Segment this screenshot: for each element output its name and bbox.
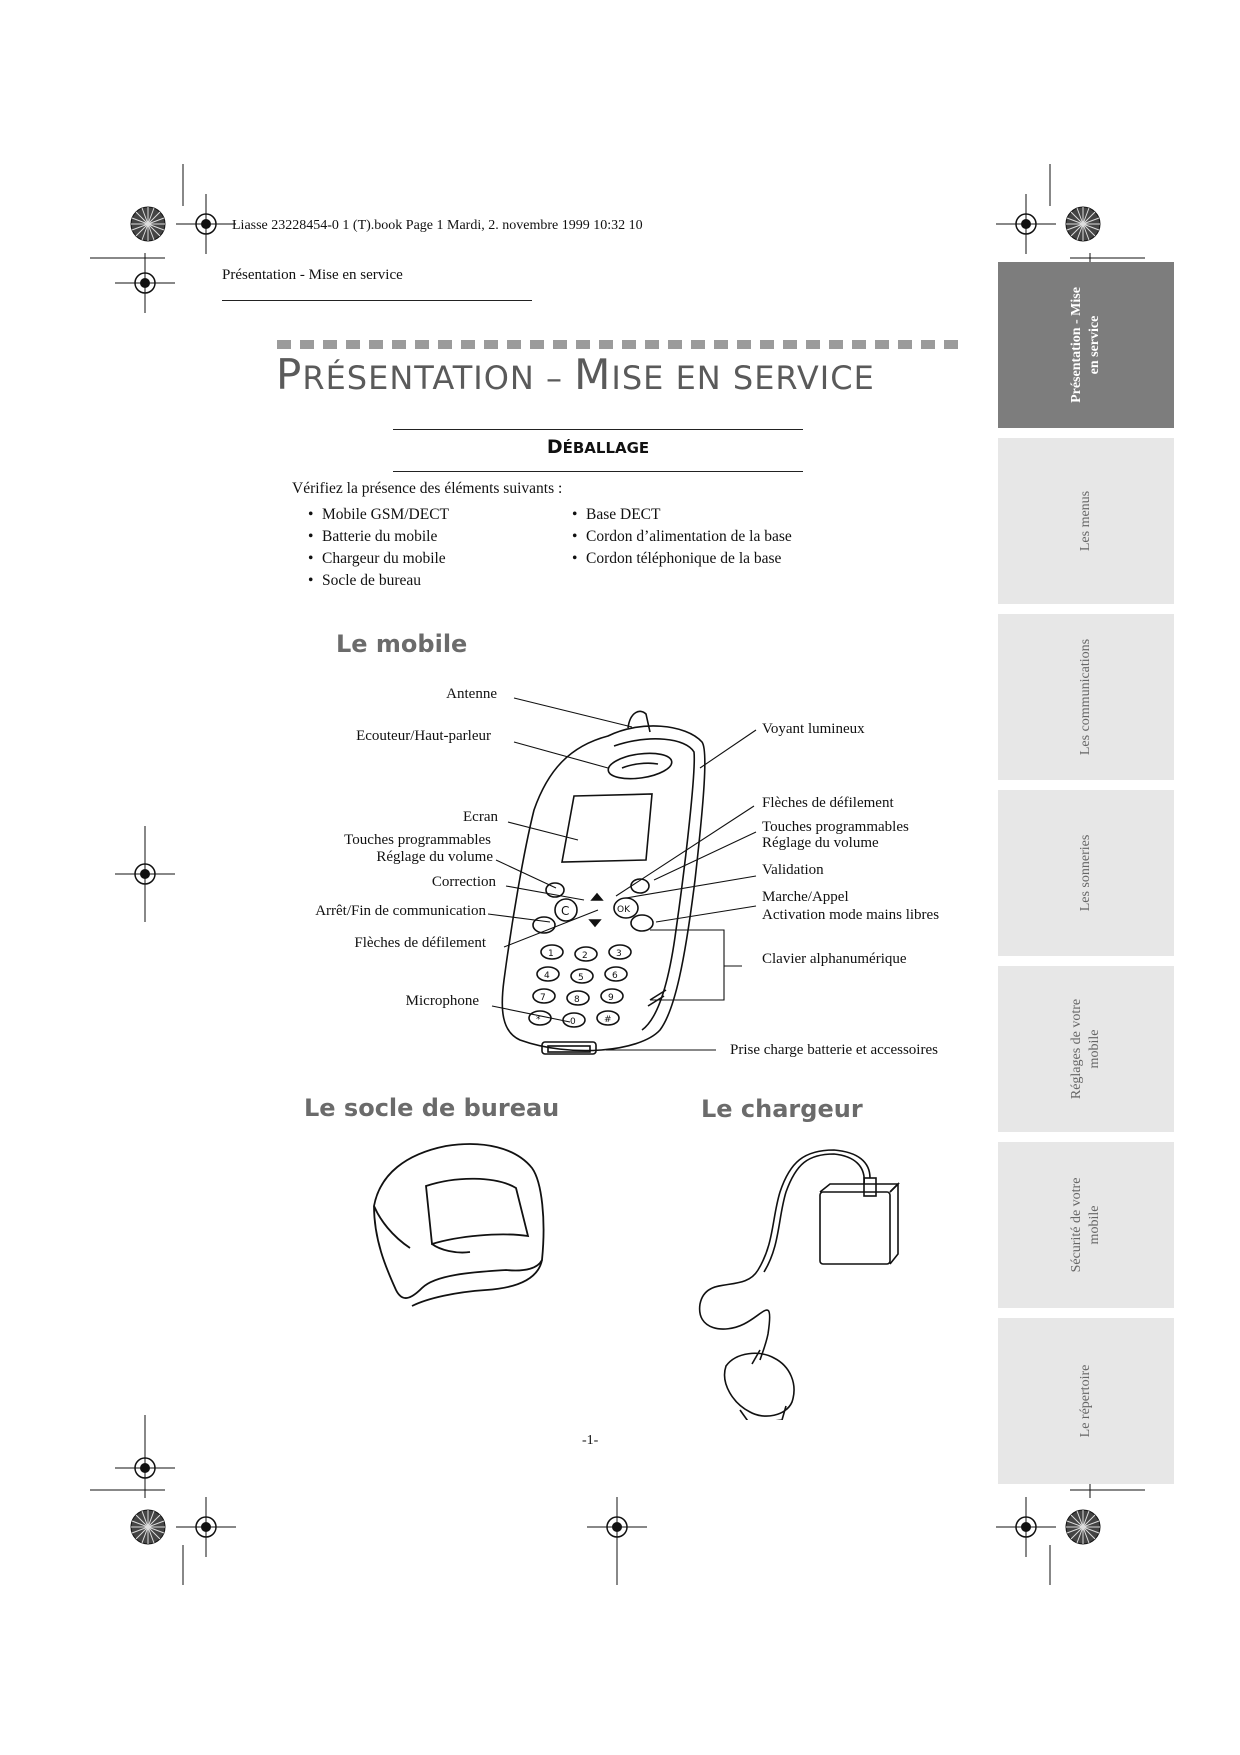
label-marche: Marche/Appel [762,889,849,905]
page-title: PRÉSENTATION – MISE EN SERVICE [276,350,875,399]
svg-text:7: 7 [540,993,546,1003]
svg-text:5: 5 [578,973,584,983]
svg-text:2: 2 [582,951,588,961]
label-clavier: Clavier alphanumérique [762,951,907,967]
desk-stand-illustration [366,1140,556,1310]
label-voyant: Voyant lumineux [762,721,865,737]
section-title: DÉBALLAGE [546,436,650,458]
tab-reglages[interactable] [998,966,1174,1132]
svg-text:6: 6 [612,971,618,981]
tab-repertoire[interactable] [998,1318,1174,1484]
svg-text:4: 4 [544,971,550,981]
running-header: Présentation - Mise en service [222,267,403,283]
tab-label: Les menus [1078,490,1093,552]
svg-text:0: 0 [570,1017,576,1027]
tab-presentation[interactable] [998,262,1174,428]
svg-text:3: 3 [616,949,622,959]
svg-text:OK: OK [617,905,630,915]
label-antenne: Antenne [446,686,497,702]
tab-label: Les sonneries [1078,834,1093,912]
label-reglage-right: Réglage du volume [762,835,879,851]
list-item: • Chargeur du mobile [308,548,449,570]
label-ecouteur: Ecouteur/Haut-parleur [356,728,491,744]
list-item: • Socle de bureau [308,570,449,592]
label-fleches-left: Flèches de défilement [354,935,486,951]
charger-illustration [694,1144,924,1420]
label-reglage-left: Réglage du volume [376,849,493,865]
mobile-heading: Le mobile [336,630,468,658]
svg-text:#: # [604,1015,612,1025]
svg-text:8: 8 [574,995,580,1005]
file-info-header: Liasse 23228454-0 1 (T).book Page 1 Mardi, 2. novembre 1999 10:32 10 [232,218,643,233]
tab-sonneries[interactable] [998,790,1174,956]
tab-label: Les communications [1078,638,1093,756]
label-ecran: Ecran [463,809,498,825]
tab-menus[interactable] [998,438,1174,604]
label-activation: Activation mode mains libres [762,907,940,923]
label-touches-right: Touches programmables [762,819,909,835]
svg-text:1: 1 [548,949,554,959]
list-item: • Base DECT [572,504,792,526]
tab-label: Le répertoire [1078,1364,1093,1438]
list-item: • Batterie du mobile [308,526,449,548]
label-validation: Validation [762,862,824,878]
svg-text:9: 9 [608,993,614,1003]
tab-label: Réglages de votre mobile [1069,998,1102,1100]
label-arret: Arrêt/Fin de communication [315,903,486,919]
list-item: • Cordon d’alimentation de la base [572,526,792,548]
tab-label: Présentation - Mise en service [1069,287,1102,403]
list-item: • Mobile GSM/DECT [308,504,449,526]
label-touches-left: Touches programmables [344,832,491,848]
tab-securite[interactable] [998,1142,1174,1308]
svg-text:*: * [536,1015,541,1025]
tab-label: Sécurité de votre mobile [1069,1177,1102,1273]
label-microphone: Microphone [405,993,479,1009]
label-fleches-right: Flèches de défilement [762,795,894,811]
socle-heading: Le socle de bureau [304,1094,560,1122]
svg-text:C: C [561,904,570,918]
chargeur-heading: Le chargeur [701,1095,863,1123]
label-prise: Prise charge batterie et accessoires [730,1042,938,1058]
page-number: -1- [582,1433,599,1448]
label-correction: Correction [431,874,496,890]
list-item: • Cordon téléphonique de la base [572,548,792,570]
intro-text: Vérifiez la présence des éléments suivants : [292,480,563,497]
tab-communications[interactable] [998,614,1174,780]
